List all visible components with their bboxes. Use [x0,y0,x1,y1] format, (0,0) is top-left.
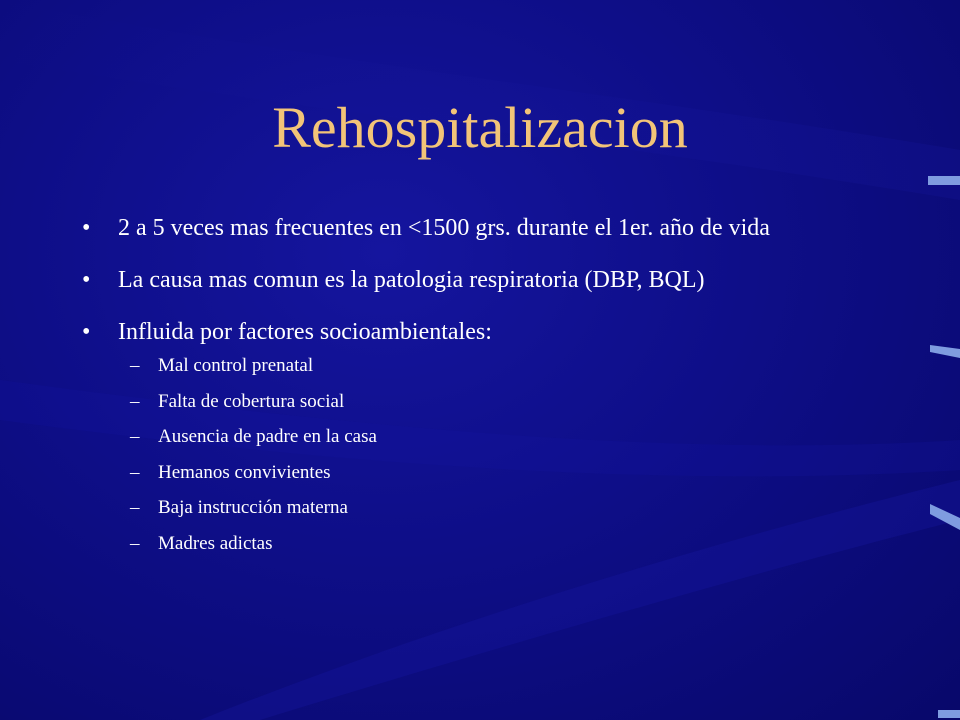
bullet-text: La causa mas comun es la patologia respiratoria (DBP, BQL) [118,267,705,293]
bullet-text: Influida por factores socioambientales: [118,319,492,345]
sub-item [118,496,842,520]
sub-text: Madres adictas [158,532,273,554]
sub-list [118,354,842,556]
sub-item [118,532,842,556]
sub-item [118,425,842,449]
sub-marker: – [130,426,140,447]
sub-item [118,390,842,414]
sub-text: Ausencia de padre en la casa [158,426,377,447]
sub-text: Hemanos convivientes [158,461,331,483]
edge-mark [930,345,960,358]
bullet-list [82,212,842,567]
sub-text: Baja instrucción materna [158,497,348,518]
sub-marker: – [130,390,140,412]
bullet-item [82,316,842,556]
sub-marker: – [130,355,140,376]
sub-item [118,461,842,485]
bullet-marker: • [82,319,91,345]
bullet-text: 2 a 5 veces mas frecuentes en <1500 grs. durante el 1er. año de vida [118,215,770,241]
edge-mark [928,176,960,185]
sub-item [118,354,842,378]
bullet-item [82,264,842,296]
sub-marker: – [130,497,140,518]
edge-mark [938,710,960,718]
bullet-item [82,212,842,244]
sub-text: Falta de cobertura social [158,390,345,412]
bullet-marker: • [82,267,91,293]
bullet-marker: • [82,215,91,241]
slide-title: Rehospitalizacion [272,95,688,160]
sub-marker: – [130,461,140,483]
sub-text: Mal control prenatal [158,355,314,376]
sub-marker: – [130,532,140,554]
